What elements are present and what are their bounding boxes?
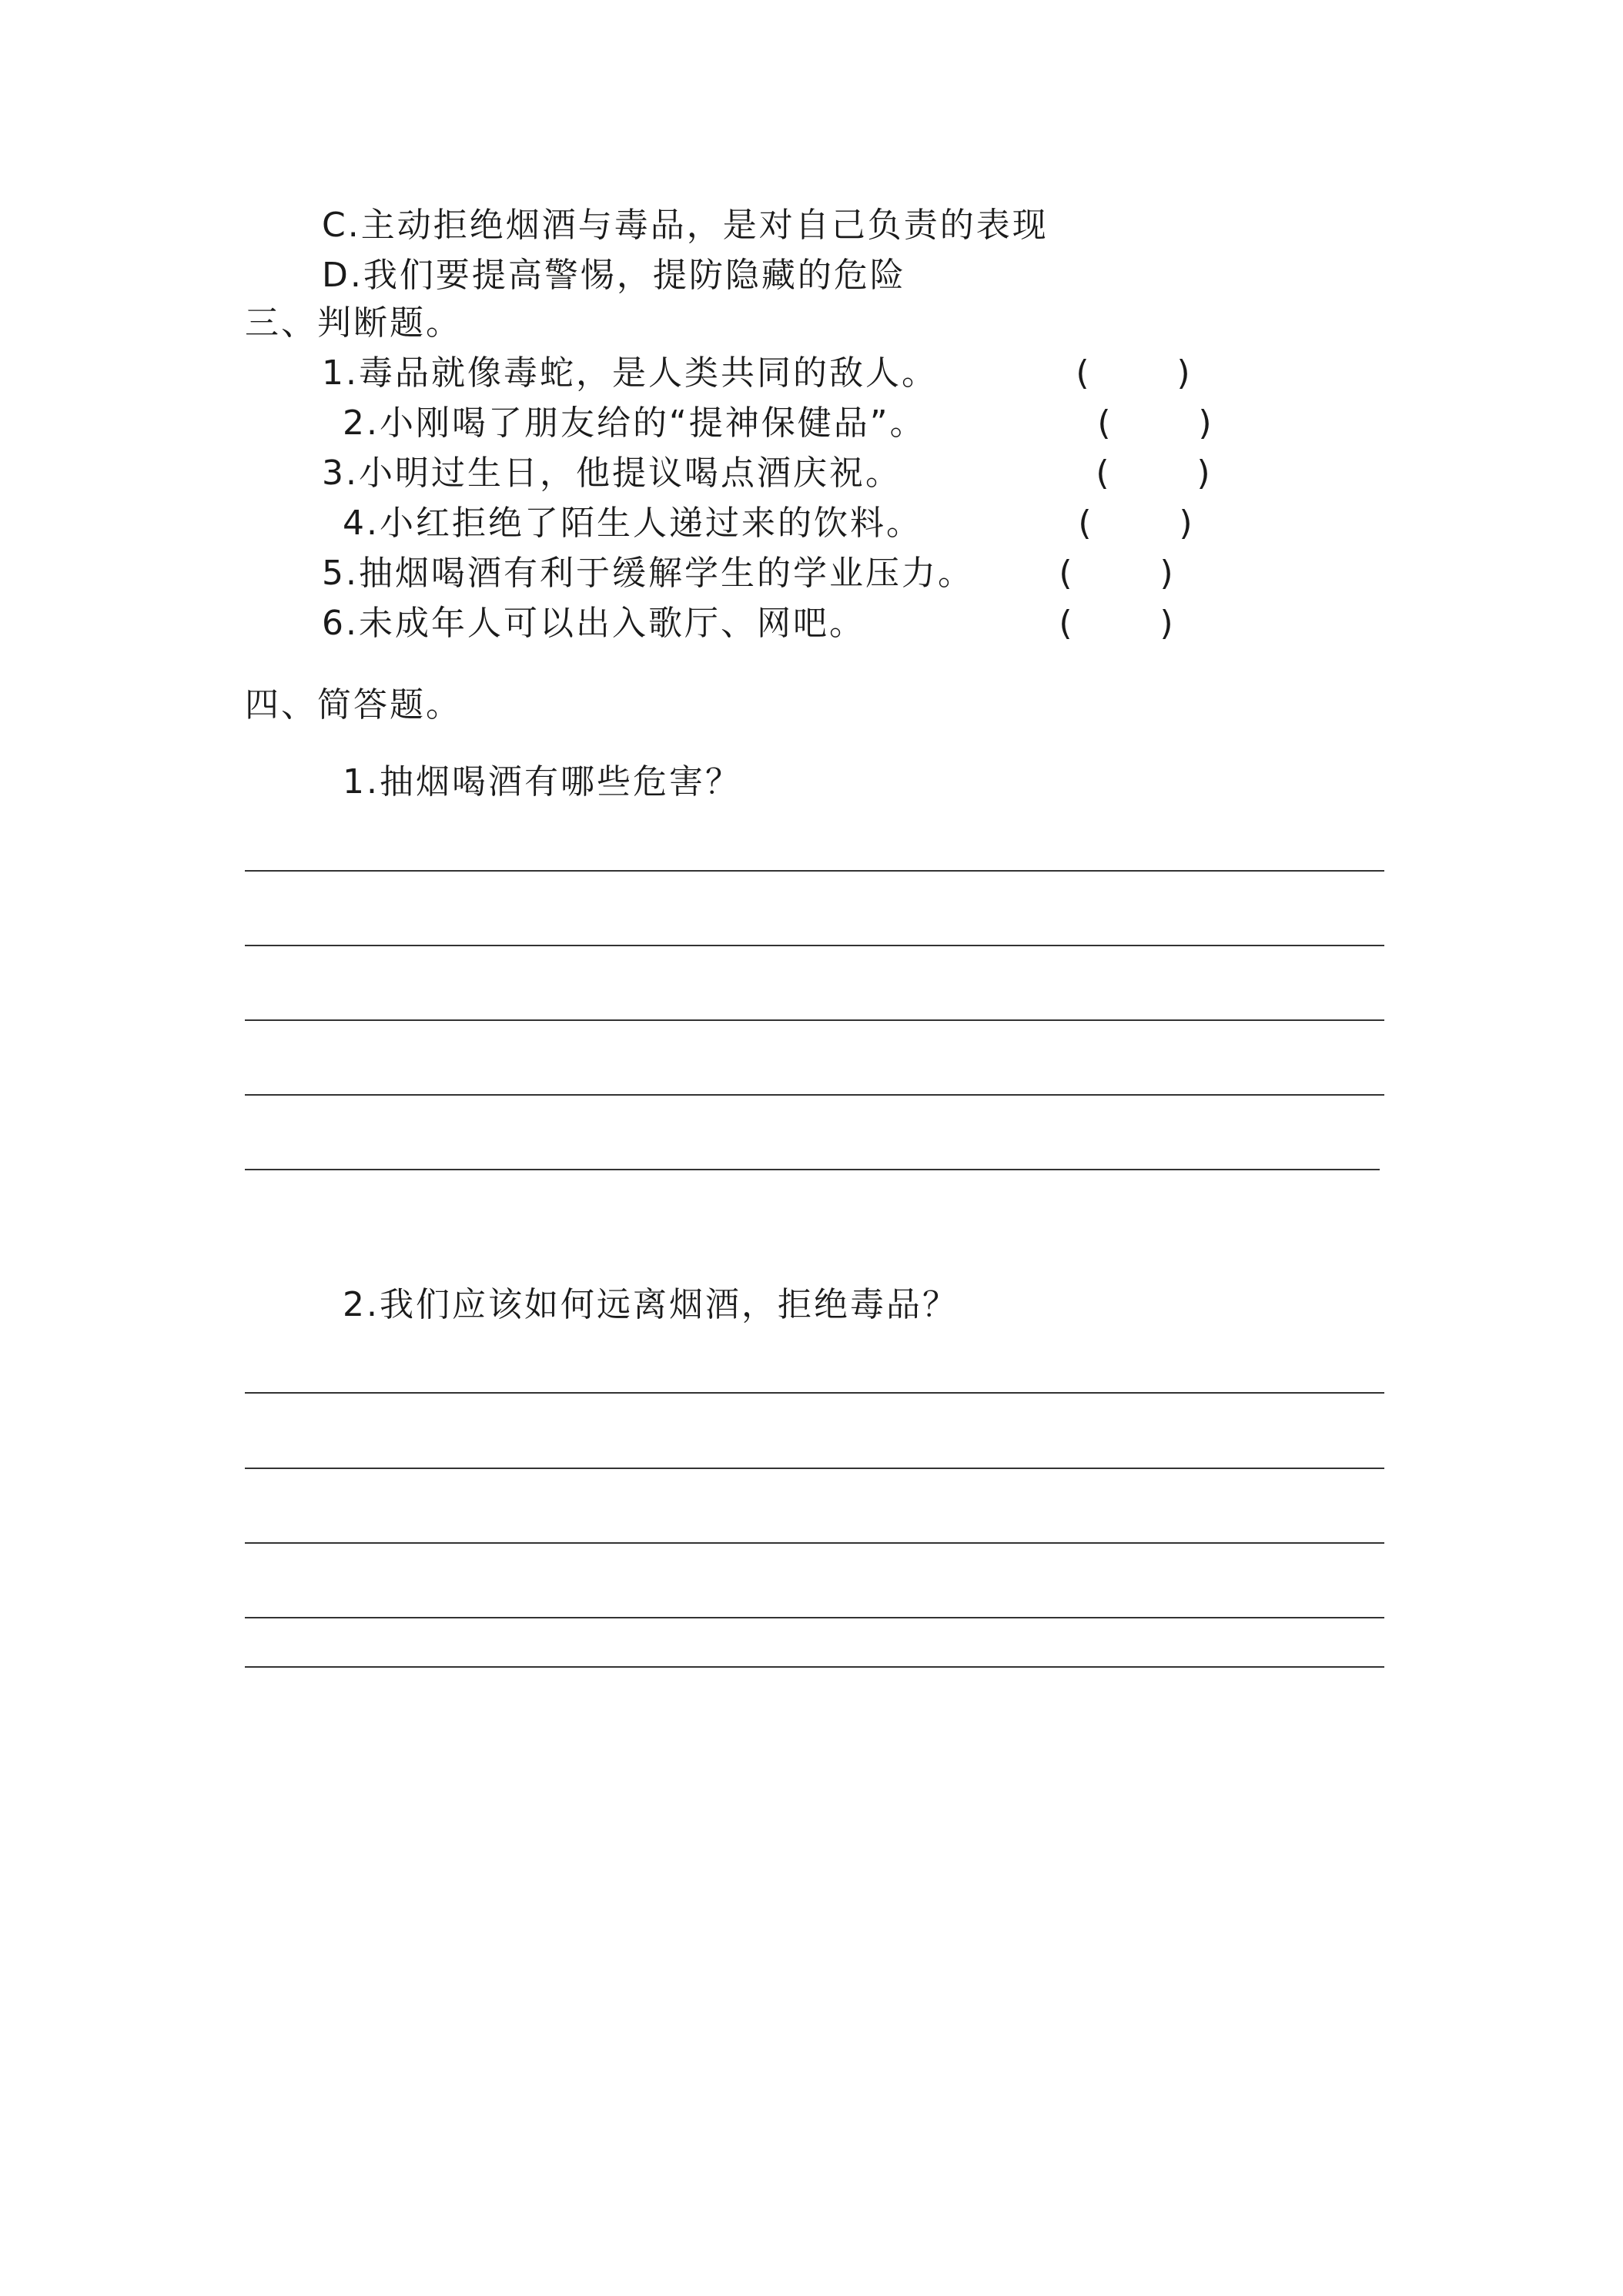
answer-line[interactable] xyxy=(245,1617,1384,1618)
essay-question-1: 1.抽烟喝酒有哪些危害？ xyxy=(343,762,741,802)
answer-line[interactable] xyxy=(245,1666,1384,1668)
option-d: D.我们要提高警惕，提防隐藏的危险 xyxy=(322,256,906,295)
answer-blank-6[interactable]: ( ) xyxy=(1055,604,1177,643)
answer-line[interactable] xyxy=(245,1392,1384,1394)
answer-line[interactable] xyxy=(245,870,1384,872)
answer-line[interactable] xyxy=(245,1094,1384,1096)
answer-line[interactable] xyxy=(245,1019,1384,1021)
answer-blank-3[interactable]: ( ) xyxy=(1092,454,1214,493)
answer-line[interactable] xyxy=(245,945,1384,946)
essay-question-2: 2.我们应该如何远离烟酒，拒绝毒品？ xyxy=(343,1285,959,1324)
section-3-heading: 三、判断题。 xyxy=(245,303,462,343)
judgement-item-1: 1.毒品就像毒蛇，是人类共同的敌人。 xyxy=(322,353,938,393)
judgement-item-5: 5.抽烟喝酒有利于缓解学生的学业压力。 xyxy=(322,554,974,593)
answer-blank-4[interactable]: ( ) xyxy=(1074,504,1196,543)
answer-line[interactable] xyxy=(245,1542,1384,1544)
section-4-heading: 四、简答题。 xyxy=(245,685,462,725)
judgement-item-4: 4.小红拒绝了陌生人递过来的饮料。 xyxy=(343,504,922,543)
answer-line[interactable] xyxy=(245,1169,1380,1170)
answer-line[interactable] xyxy=(245,1468,1384,1469)
judgement-item-3: 3.小明过生日，他提议喝点酒庆祝。 xyxy=(322,454,902,493)
answer-blank-5[interactable]: ( ) xyxy=(1055,554,1177,593)
answer-blank-2[interactable]: ( ) xyxy=(1093,403,1216,443)
judgement-item-2: 2.小刚喝了朋友给的“提神保健品”。 xyxy=(343,403,926,443)
option-c: C.主动拒绝烟酒与毒品，是对自己负责的表现 xyxy=(322,206,1049,245)
answer-blank-1[interactable]: ( ) xyxy=(1072,353,1194,393)
judgement-item-6: 6.未成年人可以出入歌厅、网吧。 xyxy=(322,604,865,643)
